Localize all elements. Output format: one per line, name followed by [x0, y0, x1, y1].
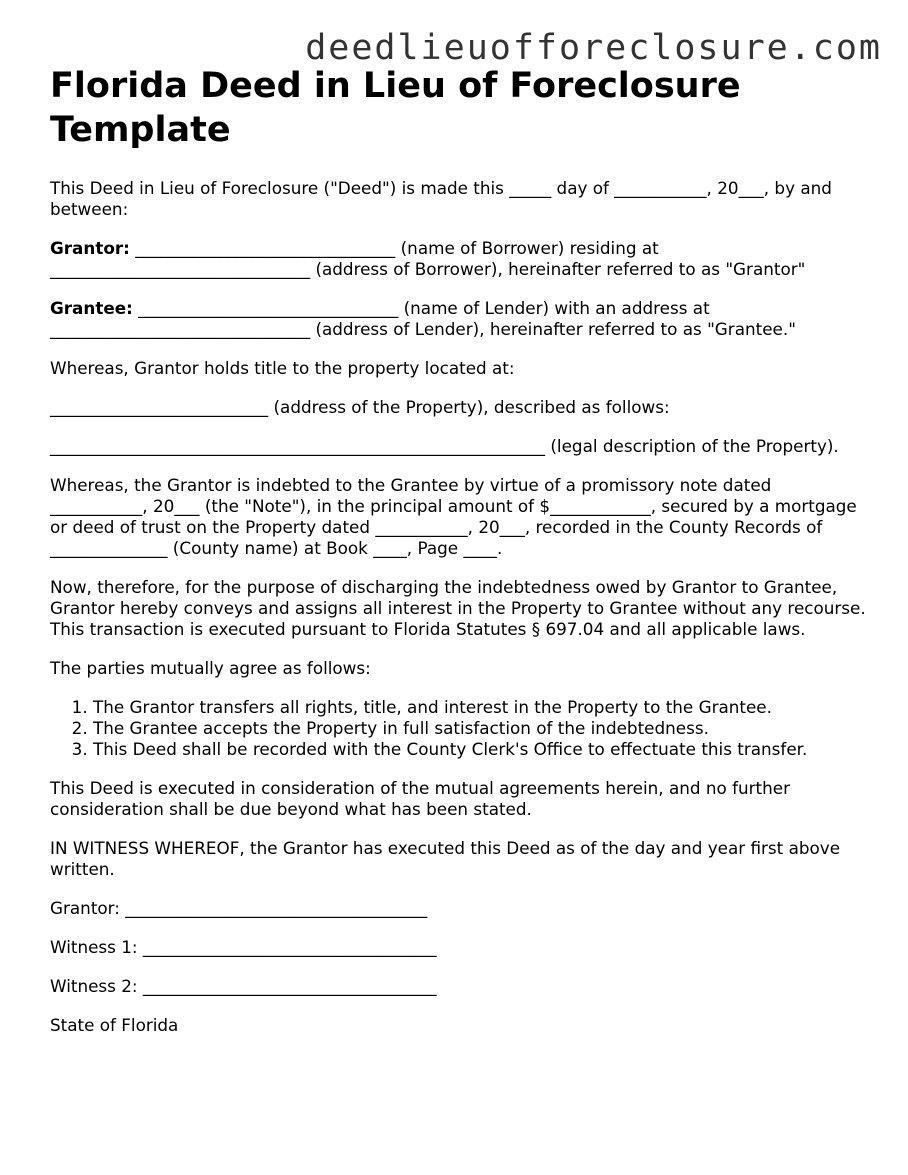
consideration-paragraph: This Deed is executed in consideration of the mutual agreements herein, and no further consideration shall be due beyond what has been stated. — [50, 778, 790, 819]
grantor-paragraph — [50, 238, 870, 280]
agreement-item: 1. The Grantor transfers all rights, title, and interest in the Property to the Grantee. — [93, 697, 870, 718]
grantor-text: _______________________________ (name of Borrower) residing at _______________________________ (address of Borrower), hereinafter referred to as "Grantor" — [50, 238, 806, 279]
grantee-paragraph — [50, 298, 870, 340]
grantor-label: Grantor: — [50, 238, 130, 258]
agreement-item: 2. The Grantee accepts the Property in full satisfaction of the indebtedness. — [93, 718, 870, 739]
agree-intro-paragraph: The parties mutually agree as follows: — [50, 658, 371, 678]
legal-description-paragraph: ___________________________________________________________ (legal description of the Property). — [50, 436, 839, 456]
grantee-text: _______________________________ (name of Lender) with an address at _______________________________ (address of Lender), hereinafter referred to as "Grantee." — [50, 298, 796, 339]
witness2-signature-line: Witness 2: ___________________________________ — [50, 976, 437, 996]
document-page — [50, 64, 870, 1054]
witness-whereof-paragraph: IN WITNESS WHEREOF, the Grantor has executed this Deed as of the day and year first above written. — [50, 838, 841, 879]
document-title: Florida Deed in Lieu of Foreclosure Template — [50, 66, 741, 150]
witness1-signature-line: Witness 1: ___________________________________ — [50, 937, 437, 957]
agreement-list — [50, 697, 870, 760]
state-line: State of Florida — [50, 1015, 179, 1035]
property-address-paragraph: __________________________ (address of the Property), described as follows: — [50, 397, 670, 417]
whereas-property-paragraph: Whereas, Grantor holds title to the property located at: — [50, 358, 515, 378]
grantor-signature-line: Grantor: ____________________________________ — [50, 898, 428, 918]
intro-paragraph: This Deed in Lieu of Foreclosure ("Deed") is made this _____ day of ___________, 20___, by and between: — [50, 178, 832, 219]
grantee-label: Grantee: — [50, 298, 133, 318]
now-therefore-paragraph: Now, therefore, for the purpose of discharging the indebtedness owed by Grantor to Grantee, Grantor hereby conveys and assigns all interest in the Property to Grantee without any recourse. This transaction is executed pursuant to Florida Statutes § 697.04 and all applicable laws. — [50, 577, 866, 639]
whereas-note-paragraph: Whereas, the Grantor is indebted to the Grantee by virtue of a promissory note dated ___________, 20___ (the "Note"), in the principal amount of $____________, secured by a mortgage or deed of trust on the Property dated ___________, 20___, recorded in the County Records of ______________ (County name) at Book ____, Page ____. — [50, 475, 857, 558]
watermark: deedlieuofforeclosure.com — [305, 28, 882, 68]
agreement-item: 3. This Deed shall be recorded with the County Clerk's Office to effectuate this transfer. — [93, 739, 870, 760]
